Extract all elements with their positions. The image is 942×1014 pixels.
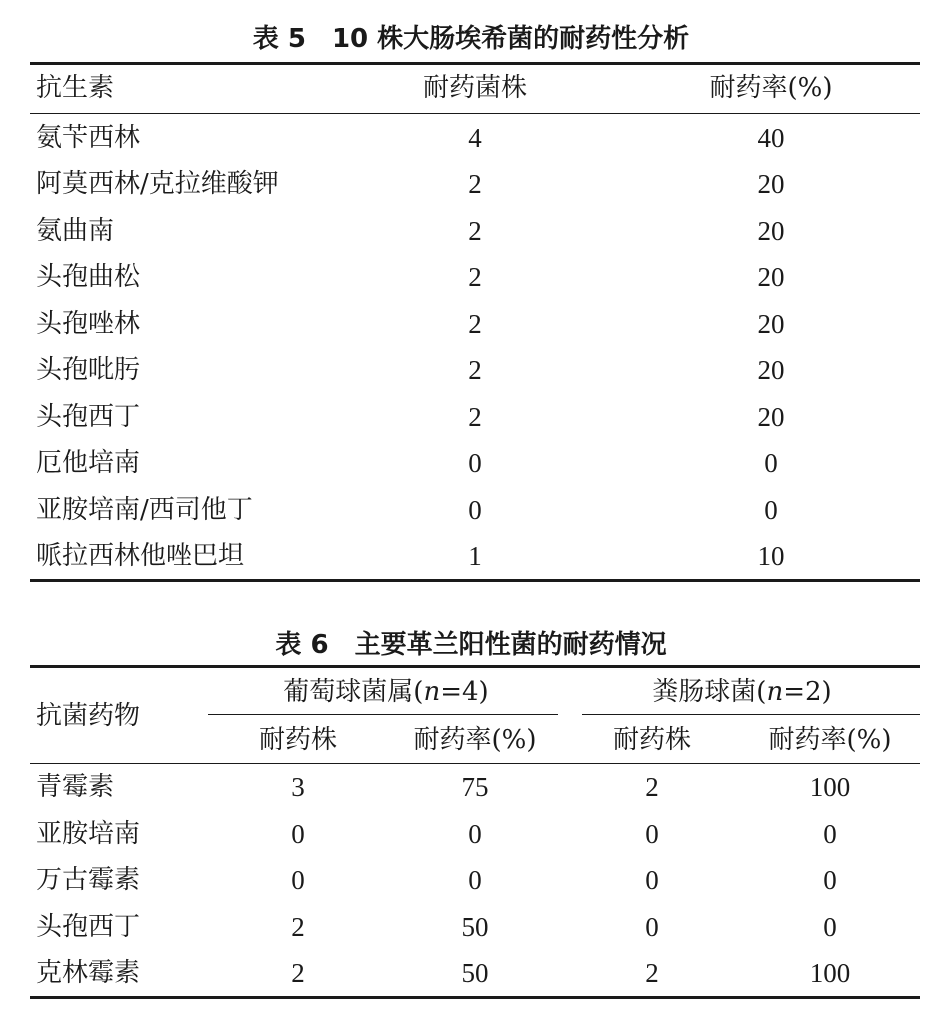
- table6-caption: 表 6 主要革兰阳性菌的耐药情况: [275, 630, 667, 660]
- table5-header-strains: 耐药菌株: [422, 73, 528, 103]
- drug-name: 头孢西丁: [36, 912, 141, 942]
- subheader-e-strains: 耐药株: [612, 725, 692, 755]
- staph-resistance-rate: 0: [468, 865, 482, 895]
- entero-resistant-strains: 2: [645, 958, 659, 988]
- resistant-strains: 2: [468, 262, 482, 292]
- table5-bottom-rule: [30, 579, 920, 582]
- drug-name: 亚胺培南: [36, 819, 141, 849]
- resistant-strains: 2: [468, 402, 482, 432]
- resistant-strains: 1: [468, 541, 482, 571]
- drug-name: 头孢西丁: [36, 402, 141, 432]
- staph-resistance-rate: 50: [461, 958, 489, 988]
- table6-bottom-rule: [30, 996, 920, 999]
- entero-resistance-rate: 100: [809, 772, 851, 802]
- drug-name: 头孢曲松: [36, 262, 141, 292]
- resistance-rate: 20: [757, 216, 785, 246]
- resistance-rate: 20: [757, 169, 785, 199]
- resistance-rate: 0: [764, 448, 778, 478]
- drug-name: 哌拉西林他唑巴坦: [36, 541, 245, 571]
- entero-resistance-rate: 0: [823, 819, 837, 849]
- group-header-staphylococcus: 葡萄球菌属(n=4): [283, 677, 489, 707]
- entero-resistant-strains: 0: [645, 819, 659, 849]
- table5-header-drug: 抗生素: [36, 73, 115, 103]
- resistance-rate: 20: [757, 402, 785, 432]
- entero-resistant-strains: 0: [645, 865, 659, 895]
- resistant-strains: 2: [468, 216, 482, 246]
- resistance-rate: 0: [764, 495, 778, 525]
- entero-resistant-strains: 2: [645, 772, 659, 802]
- drug-name: 头孢唑林: [36, 309, 141, 339]
- group-header-enterococcus: 粪肠球菌(n=2): [652, 677, 832, 707]
- table6-top-rule: [30, 665, 920, 668]
- subheader-s-strains: 耐药株: [258, 725, 338, 755]
- drug-name: 万古霉素: [36, 865, 141, 895]
- table5-header-rule: [30, 113, 920, 114]
- staph-resistant-strains: 0: [291, 819, 305, 849]
- drug-name: 青霉素: [36, 772, 115, 802]
- staph-resistance-rate: 75: [461, 772, 489, 802]
- staph-resistant-strains: 0: [291, 865, 305, 895]
- drug-name: 厄他培南: [36, 448, 141, 478]
- drug-name: 亚胺培南/西司他丁: [36, 495, 253, 525]
- resistant-strains: 2: [468, 355, 482, 385]
- entero-resistance-rate: 0: [823, 865, 837, 895]
- resistance-rate: 20: [757, 262, 785, 292]
- resistant-strains: 0: [468, 448, 482, 478]
- resistance-rate: 20: [757, 309, 785, 339]
- group-rule-staphylococcus: [208, 714, 558, 715]
- resistant-strains: 4: [468, 123, 482, 153]
- resistant-strains: 0: [468, 495, 482, 525]
- table5-caption: 表 5 10 株大肠埃希菌的耐药性分析: [252, 24, 690, 54]
- drug-name: 头孢吡肟: [36, 355, 141, 385]
- table5-header-rate: 耐药率(%): [709, 73, 833, 103]
- staph-resistance-rate: 50: [461, 912, 489, 942]
- entero-resistance-rate: 0: [823, 912, 837, 942]
- staph-resistance-rate: 0: [468, 819, 482, 849]
- staph-resistant-strains: 3: [291, 772, 305, 802]
- table6-header-rule: [30, 763, 920, 764]
- resistance-rate: 40: [757, 123, 785, 153]
- drug-name: 阿莫西林/克拉维酸钾: [36, 169, 279, 199]
- entero-resistance-rate: 100: [809, 958, 851, 988]
- staph-resistant-strains: 2: [291, 958, 305, 988]
- subheader-s-rate: 耐药率(%): [413, 725, 537, 755]
- table6-header-drug: 抗菌药物: [36, 701, 141, 731]
- resistant-strains: 2: [468, 309, 482, 339]
- staph-resistant-strains: 2: [291, 912, 305, 942]
- resistance-rate: 20: [757, 355, 785, 385]
- drug-name: 克林霉素: [36, 958, 141, 988]
- drug-name: 氨苄西林: [36, 123, 141, 153]
- resistant-strains: 2: [468, 169, 482, 199]
- drug-name: 氨曲南: [36, 216, 115, 246]
- entero-resistant-strains: 0: [645, 912, 659, 942]
- resistance-rate: 10: [757, 541, 785, 571]
- subheader-e-rate: 耐药率(%): [768, 725, 892, 755]
- table5-top-rule: [30, 62, 920, 65]
- group-rule-enterococcus: [582, 714, 920, 715]
